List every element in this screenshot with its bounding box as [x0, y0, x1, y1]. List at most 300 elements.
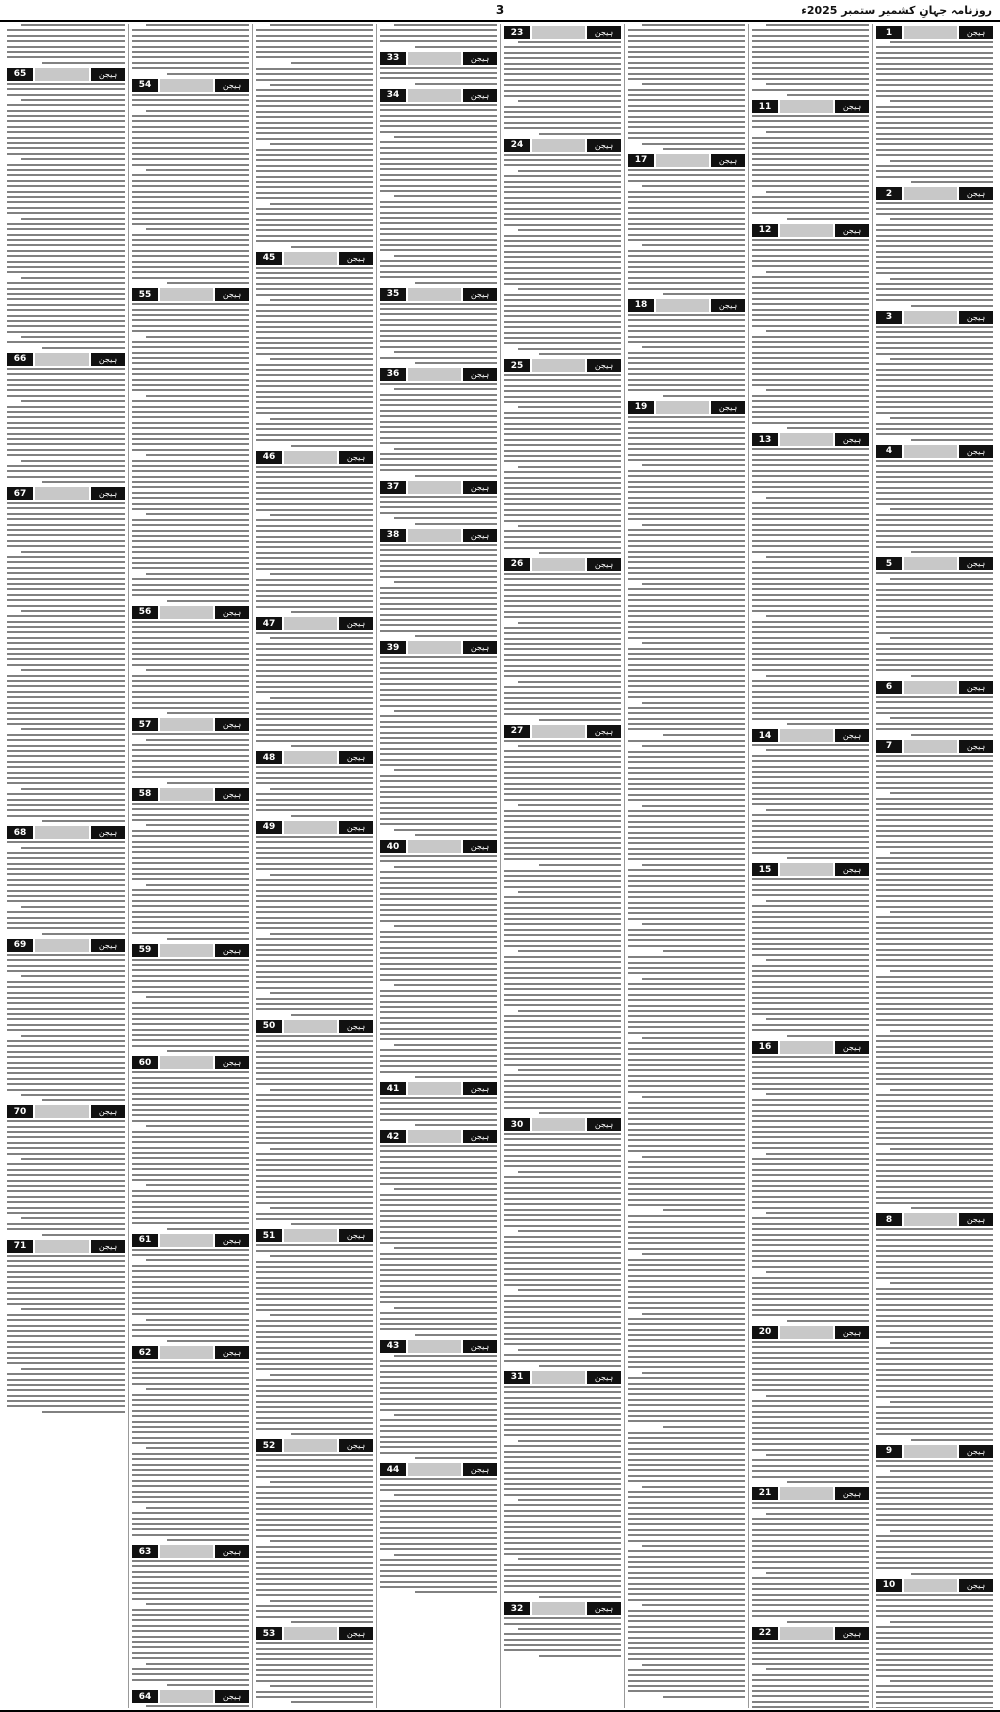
- text-line: [132, 868, 249, 870]
- text-line: [752, 1201, 869, 1203]
- text-line: [876, 825, 993, 827]
- text-line: [380, 689, 497, 691]
- notice-number: 23: [504, 26, 530, 39]
- text-line: [628, 815, 745, 817]
- text-line: [752, 1309, 869, 1311]
- notice-body: [132, 94, 249, 285]
- text-line: [415, 523, 497, 525]
- text-line: [7, 739, 125, 741]
- text-line: [766, 615, 869, 617]
- text-line: [380, 421, 497, 423]
- text-line: [752, 1695, 869, 1697]
- text-line: [504, 777, 621, 779]
- text-line: [876, 1702, 993, 1704]
- text-line: [504, 79, 621, 81]
- notice-header-bar: [656, 154, 709, 167]
- text-line: [132, 1335, 249, 1337]
- text-line: [752, 395, 869, 397]
- text-line: [752, 1346, 869, 1348]
- text-line: [628, 999, 745, 1001]
- text-line: [132, 1249, 249, 1251]
- text-line: [380, 823, 497, 825]
- text-line: [132, 927, 249, 929]
- text-line: [504, 1300, 621, 1302]
- text-line: [132, 964, 249, 966]
- notice-item: [7, 353, 125, 483]
- notice-body: [504, 1617, 621, 1657]
- text-line: [504, 1273, 621, 1275]
- text-line: [876, 1551, 993, 1553]
- text-line: [415, 362, 497, 364]
- notice-number: 25: [504, 359, 530, 372]
- notice-number: 20: [752, 1326, 778, 1339]
- text-line: [752, 1180, 869, 1182]
- text-line: [256, 1422, 373, 1424]
- text-line: [380, 1071, 497, 1073]
- text-line: [7, 126, 125, 128]
- text-line: [628, 1647, 745, 1649]
- text-line: [132, 1018, 249, 1020]
- notice-tag: ہیجن: [91, 1240, 125, 1253]
- text-line: [380, 185, 497, 187]
- notice-header: [876, 187, 993, 200]
- text-line: [380, 1409, 497, 1411]
- text-line: [504, 283, 621, 285]
- notice-body: [7, 954, 125, 1102]
- text-line: [380, 330, 497, 332]
- text-line: [394, 1494, 497, 1496]
- text-line: [256, 73, 373, 75]
- text-line: [256, 1428, 373, 1430]
- text-line: [752, 1561, 869, 1563]
- text-line: [256, 1610, 373, 1612]
- text-line: [628, 529, 745, 531]
- text-line: [7, 664, 125, 666]
- text-line: [876, 224, 993, 226]
- text-line: [504, 1176, 621, 1178]
- text-line: [752, 588, 869, 590]
- notice-header-bar: [780, 224, 833, 237]
- text-line: [752, 40, 869, 42]
- text-line: [256, 708, 373, 710]
- text-line: [132, 271, 249, 273]
- text-line: [7, 841, 125, 843]
- text-line: [504, 1542, 621, 1544]
- text-line: [380, 394, 497, 396]
- text-line: [876, 1481, 993, 1483]
- text-line: [256, 1341, 373, 1343]
- text-line: [7, 507, 125, 509]
- text-line: [628, 207, 745, 209]
- text-line: [256, 713, 373, 715]
- text-line: [7, 578, 125, 580]
- text-line: [628, 1188, 745, 1190]
- text-line: [256, 541, 373, 543]
- notice-item: [256, 1229, 373, 1435]
- text-line: [256, 664, 373, 666]
- text-line: [21, 460, 125, 462]
- text-line: [752, 567, 869, 569]
- text-line: [539, 552, 621, 554]
- text-line: [628, 1626, 745, 1628]
- text-line: [380, 1280, 497, 1282]
- notice-number: 9: [876, 1445, 902, 1458]
- text-line: [752, 422, 869, 424]
- text-line: [628, 1577, 745, 1579]
- text-line: [504, 713, 621, 715]
- notice-header: [876, 1445, 993, 1458]
- text-line: [7, 1180, 125, 1182]
- text-line: [504, 294, 621, 296]
- text-line: [752, 1545, 869, 1547]
- text-line: [628, 432, 745, 434]
- text-line: [504, 261, 621, 263]
- text-line: [394, 984, 497, 986]
- text-line: [7, 793, 125, 795]
- notice-tag: ہیجن: [91, 939, 125, 952]
- text-line: [504, 520, 621, 522]
- text-line: [766, 959, 869, 961]
- text-line: [7, 1196, 125, 1198]
- text-line: [876, 1626, 993, 1628]
- text-line: [628, 51, 745, 53]
- text-line: [876, 374, 993, 376]
- text-line: [380, 1055, 497, 1057]
- text-line: [628, 1221, 745, 1223]
- text-line: [628, 1161, 745, 1163]
- text-line: [256, 1045, 373, 1047]
- text-line: [876, 1664, 993, 1666]
- text-line: [876, 997, 993, 999]
- text-line: [380, 1301, 497, 1303]
- text-line: [380, 1328, 497, 1330]
- text-line: [752, 464, 869, 466]
- text-line: [504, 886, 621, 888]
- text-line: [146, 669, 249, 671]
- text-line: [876, 1180, 993, 1182]
- notice-body: [876, 202, 993, 306]
- text-line: [766, 191, 869, 193]
- notice-body: [132, 733, 249, 784]
- text-line: [380, 968, 497, 970]
- notice-header-bar: [532, 1602, 585, 1615]
- text-line: [132, 707, 249, 709]
- text-line: [876, 1100, 993, 1102]
- text-line: [380, 179, 497, 181]
- text-line: [628, 379, 745, 381]
- notice-item: [380, 641, 497, 836]
- text-line: [380, 1564, 497, 1566]
- text-line: [628, 1042, 745, 1044]
- text-line: [628, 470, 745, 472]
- text-line: [504, 46, 621, 48]
- notice-header-bar: [904, 187, 957, 200]
- text-line: [752, 244, 869, 246]
- text-line: [380, 936, 497, 938]
- text-line: [876, 1428, 993, 1430]
- notice-body: [752, 878, 869, 1036]
- text-line: [504, 299, 621, 301]
- notice-header-bar: [160, 288, 213, 301]
- notice-header: [380, 1130, 497, 1143]
- text-line: [504, 1236, 621, 1238]
- text-line: [876, 170, 993, 172]
- text-line: [876, 1369, 993, 1371]
- text-line: [380, 979, 497, 981]
- text-line: [876, 331, 993, 333]
- text-line: [132, 303, 249, 305]
- text-line: [876, 1288, 993, 1290]
- notice-item: [380, 288, 497, 364]
- text-line: [752, 1470, 869, 1472]
- text-line: [256, 1191, 373, 1193]
- notice-item: [628, 740, 745, 952]
- text-line: [876, 1675, 993, 1677]
- notice-body: [380, 303, 497, 364]
- text-line: [504, 1037, 621, 1039]
- text-line: [890, 100, 993, 102]
- text-line: [132, 1399, 249, 1401]
- text-line: [628, 832, 745, 834]
- text-line: [7, 304, 125, 306]
- text-line: [504, 390, 621, 392]
- text-line: [504, 1026, 621, 1028]
- notice-number: 6: [876, 681, 902, 694]
- text-line: [256, 283, 373, 285]
- text-line: [394, 866, 497, 868]
- text-line: [876, 1056, 993, 1058]
- text-line: [504, 1074, 621, 1076]
- text-line: [380, 699, 497, 701]
- text-line: [380, 1001, 497, 1003]
- text-line: [7, 309, 125, 311]
- text-line: [380, 1521, 497, 1523]
- text-line: [766, 749, 869, 751]
- text-line: [132, 411, 249, 413]
- text-line: [518, 525, 621, 527]
- text-line: [876, 621, 993, 623]
- notice-number: 38: [380, 529, 406, 542]
- text-line: [256, 1266, 373, 1268]
- text-line: [132, 1179, 249, 1181]
- text-line: [270, 143, 373, 145]
- text-line: [504, 750, 621, 752]
- text-line: [504, 1031, 621, 1033]
- text-line: [876, 819, 993, 821]
- text-line: [628, 330, 745, 332]
- text-line: [380, 614, 497, 616]
- text-line: [876, 385, 993, 387]
- text-line: [380, 1006, 497, 1008]
- text-line: [518, 406, 621, 408]
- text-line: [256, 326, 373, 328]
- text-line: [42, 820, 125, 822]
- text-line: [890, 160, 993, 162]
- text-line: [256, 29, 373, 31]
- text-line: [876, 1696, 993, 1698]
- text-line: [539, 1365, 621, 1367]
- text-line: [256, 1379, 373, 1381]
- text-line: [256, 1411, 373, 1413]
- text-line: [628, 1215, 745, 1217]
- text-line: [132, 1480, 249, 1482]
- text-line: [752, 1298, 869, 1300]
- notice-tag: ہیجن: [835, 1627, 869, 1640]
- text-line: [7, 529, 125, 531]
- text-line: [7, 626, 125, 628]
- text-line: [132, 1206, 249, 1208]
- notice-number: 65: [7, 68, 33, 81]
- text-line: [787, 94, 869, 96]
- text-line: [380, 565, 497, 567]
- text-line: [752, 1362, 869, 1364]
- text-line: [876, 1266, 993, 1268]
- text-line: [628, 1286, 745, 1288]
- text-line: [504, 1575, 621, 1577]
- text-line: [256, 122, 373, 124]
- text-line: [876, 127, 993, 129]
- text-line: [876, 599, 993, 601]
- text-line: [7, 40, 125, 42]
- notice-tag: ہیجن: [91, 68, 125, 81]
- text-line: [766, 1018, 869, 1020]
- text-line: [518, 681, 621, 683]
- text-line: [876, 353, 993, 355]
- text-line: [518, 1349, 621, 1351]
- text-line: [752, 1131, 869, 1133]
- text-line: [132, 362, 249, 364]
- notice-item: [256, 617, 373, 747]
- text-line: [146, 739, 249, 741]
- text-line: [628, 266, 745, 268]
- text-line: [504, 251, 621, 253]
- text-line: [628, 56, 745, 58]
- text-line: [380, 163, 497, 165]
- notice-tag: ہیجن: [215, 288, 249, 301]
- text-line: [752, 932, 869, 934]
- text-line: [7, 1013, 125, 1015]
- text-line: [752, 551, 869, 553]
- text-line: [752, 1502, 869, 1504]
- text-line: [752, 1304, 869, 1306]
- text-line: [21, 975, 125, 977]
- notice-tag: ہیجن: [463, 1130, 497, 1143]
- text-line: [504, 632, 621, 634]
- text-line: [876, 1460, 993, 1462]
- text-line: [132, 857, 249, 859]
- text-line: [876, 106, 993, 108]
- text-line: [628, 761, 745, 763]
- text-line: [256, 965, 373, 967]
- text-line: [911, 1207, 993, 1209]
- text-line: [628, 1459, 745, 1461]
- text-line: [256, 1175, 373, 1177]
- text-line: [291, 1433, 373, 1435]
- text-line: [7, 524, 125, 526]
- text-line: [504, 994, 621, 996]
- text-line: [504, 1397, 621, 1399]
- text-line: [504, 1316, 621, 1318]
- notice-header: [876, 1579, 993, 1592]
- text-line: [380, 206, 497, 208]
- text-line: [132, 373, 249, 375]
- text-line: [256, 1282, 373, 1284]
- text-line: [628, 507, 745, 509]
- text-line: [132, 309, 249, 311]
- text-line: [380, 1177, 497, 1179]
- notice-body: [752, 448, 869, 725]
- text-line: [270, 1600, 373, 1602]
- notice-item: [256, 68, 373, 248]
- text-line: [628, 778, 745, 780]
- text-line: [380, 974, 497, 976]
- text-line: [132, 1098, 249, 1100]
- text-line: [504, 853, 621, 855]
- text-line: [256, 396, 373, 398]
- notice-item: [132, 1690, 249, 1708]
- text-line: [132, 1093, 249, 1095]
- text-line: [518, 1010, 621, 1012]
- text-line: [256, 1196, 373, 1198]
- text-line: [504, 1165, 621, 1167]
- text-line: [752, 680, 869, 682]
- text-line: [7, 1298, 125, 1300]
- text-line: [628, 250, 745, 252]
- notice-item: [256, 1439, 373, 1623]
- text-line: [642, 244, 745, 246]
- text-line: [132, 239, 249, 241]
- text-line: [132, 1104, 249, 1106]
- text-line: [256, 922, 373, 924]
- text-line: [132, 932, 249, 934]
- notice-body: [380, 104, 497, 284]
- text-line: [876, 1331, 993, 1333]
- text-line: [132, 621, 249, 623]
- text-line: [752, 948, 869, 950]
- notice-item: [876, 26, 993, 183]
- text-line: [628, 513, 745, 515]
- text-line: [380, 1220, 497, 1222]
- notice-header: [504, 1371, 621, 1384]
- notice-item: [256, 252, 373, 447]
- text-line: [7, 443, 125, 445]
- text-line: [752, 373, 869, 375]
- text-line: [504, 471, 621, 473]
- text-line: [415, 46, 497, 48]
- text-line: [504, 1445, 621, 1447]
- text-line: [642, 1664, 745, 1666]
- text-line: [504, 1639, 621, 1641]
- text-line: [256, 229, 373, 231]
- text-line: [7, 852, 125, 854]
- text-line: [628, 1183, 745, 1185]
- text-line: [7, 1185, 125, 1187]
- text-line: [752, 1104, 869, 1106]
- text-line: [876, 616, 993, 618]
- text-line: [7, 422, 125, 424]
- text-line: [504, 379, 621, 381]
- notice-header: [132, 1346, 249, 1359]
- text-line: [504, 1268, 621, 1270]
- text-line: [504, 1214, 621, 1216]
- text-line: [766, 330, 869, 332]
- text-line: [380, 217, 497, 219]
- text-line: [132, 1587, 249, 1589]
- text-line: [270, 1089, 373, 1091]
- text-line: [628, 1307, 745, 1309]
- text-line: [504, 929, 621, 931]
- text-line: [7, 1325, 125, 1327]
